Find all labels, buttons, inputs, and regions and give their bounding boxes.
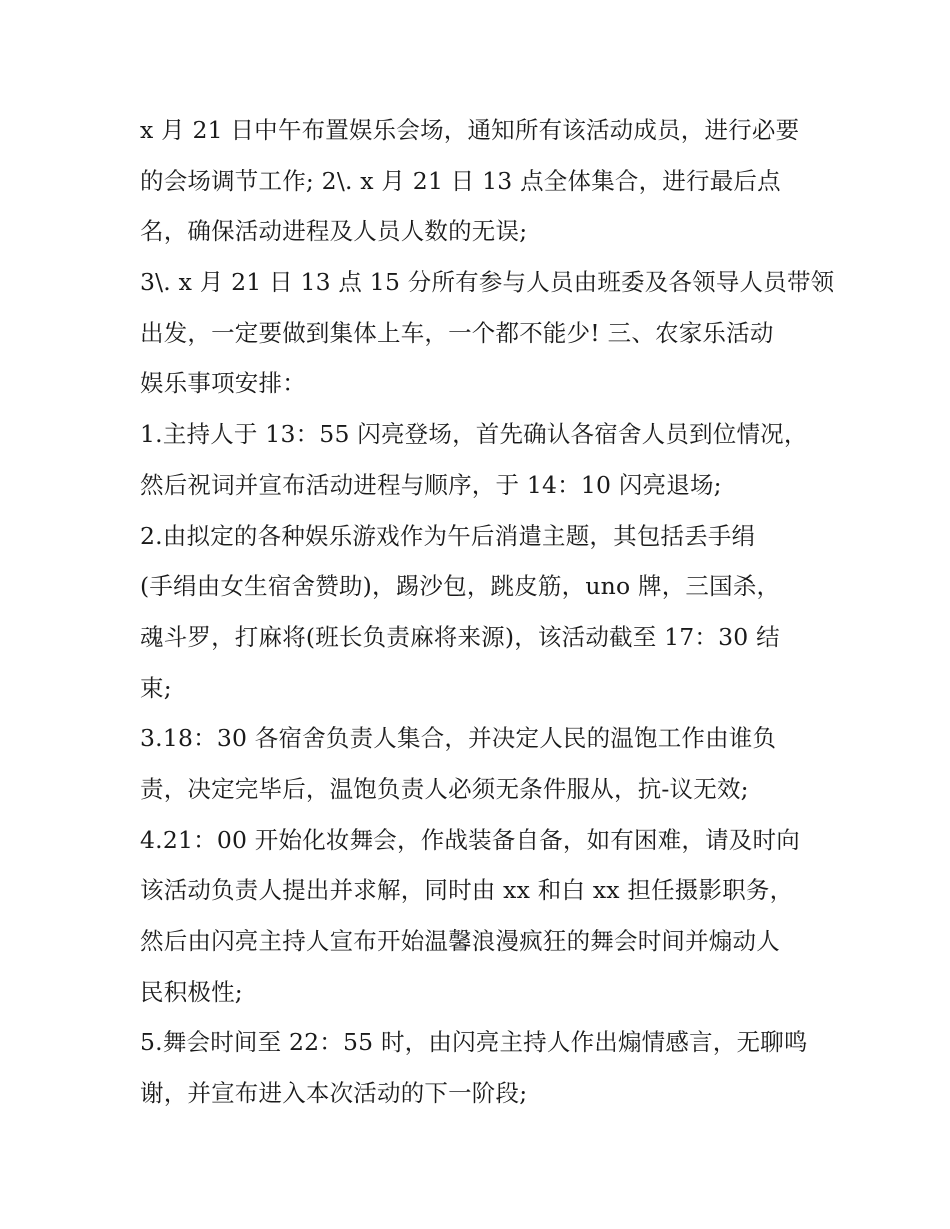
- text-line: 的会场调节工作; 2\. x 月 21 日 13 点全体集合，进行最后点: [140, 166, 781, 195]
- text-line: 束;: [140, 673, 172, 702]
- text-line: 2.由拟定的各种娱乐游戏作为午后消遣主题，其包括丢手绢: [140, 521, 756, 550]
- text-line: 1.主持人于 13：55 闪亮登场，首先确认各宿舍人员到位情况，: [140, 420, 808, 449]
- text-line: 5.舞会时间至 22：55 时，由闪亮主持人作出煽情感言，无聊鸣: [140, 1028, 808, 1057]
- text-line: 名，确保活动进程及人员人数的无误;: [140, 217, 528, 246]
- text-line: x 月 21 日中午布置娱乐会场，通知所有该活动成员，进行必要: [140, 116, 800, 144]
- text-line: 然后祝词并宣布活动进程与顺序，于 14：10 闪亮退场;: [140, 470, 722, 499]
- text-line: 该活动负责人提出并求解，同时由 xx 和白 xx 担任摄影职务，: [140, 876, 794, 905]
- text-line: 责，决定完毕后，温饱负责人必须无条件服从，抗-议无效;: [140, 774, 749, 803]
- text-line: 3.18：30 各宿舍负责人集合，并决定人民的温饱工作由谁负: [140, 724, 777, 753]
- text-line: 3\. x 月 21 日 13 点 15 分所有参与人员由班委及各领导人员带领: [140, 268, 835, 297]
- text-line: 然后由闪亮主持人宣布开始温馨浪漫疯狂的舞会时间并煽动人: [140, 927, 780, 955]
- text-line: 谢，并宣布进入本次活动的下一阶段;: [140, 1079, 528, 1108]
- text-line: 4.21：00 开始化妆舞会，作战装备自备，如有困难，请及时向: [140, 825, 800, 854]
- text-line: 娱乐事项安排：: [140, 369, 306, 398]
- text-line: (手绢由女生宿舍赞助)，踢沙包，跳皮筋，uno 牌，三国杀，: [140, 572, 781, 601]
- text-line: 出发，一定要做到集体上车，一个都不能少! 三、农家乐活动: [140, 318, 774, 347]
- text-line: 民积极性;: [140, 977, 243, 1006]
- document-body: [140, 105, 835, 1119]
- text-line: 魂斗罗，打麻将(班长负责麻将来源)，该活动截至 17：30 结: [140, 622, 780, 651]
